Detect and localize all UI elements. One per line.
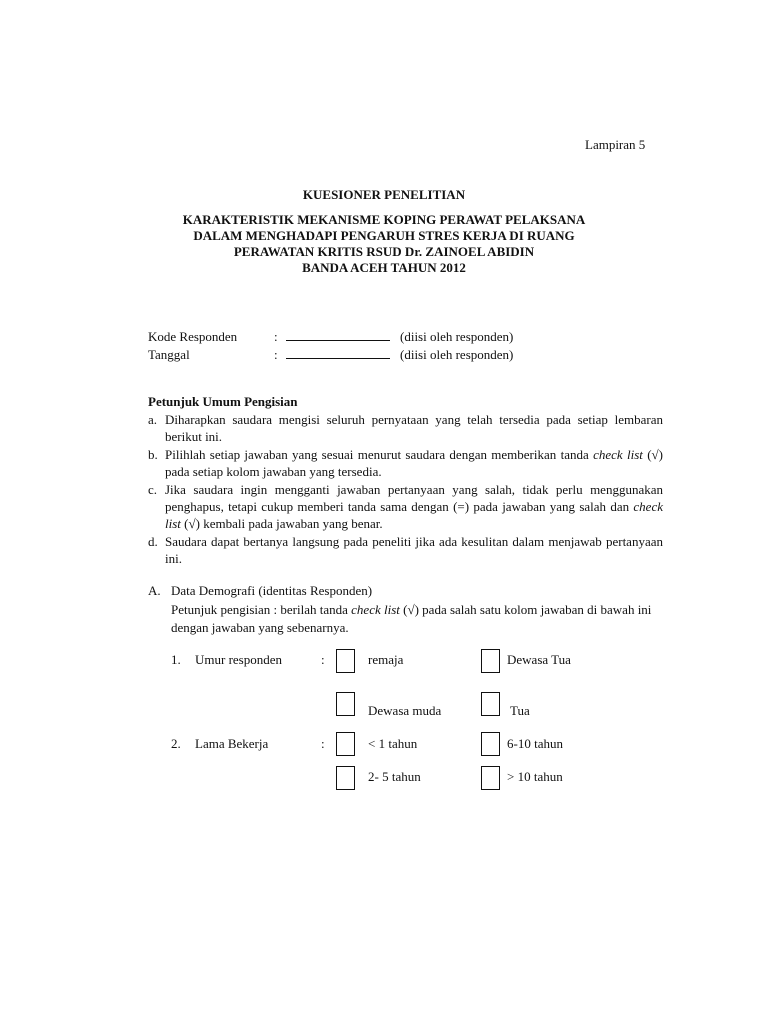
checkbox-2-5-years[interactable] (336, 766, 355, 790)
questionnaire-title: KUESIONER PENELITIAN (302, 187, 466, 202)
instruction-text: Jika saudara ingin mengganti jawaban pertanyaan yang salah, tidak perlu menggunakan penghapus, tetapi cukup memberi tanda sama dengan (=) pada jawaban yang salah dan check list (√) kembali pada jawaban yang benar. (165, 482, 663, 531)
question-number: 1. (171, 652, 181, 667)
research-title (0, 212, 768, 276)
question-number: 2. (171, 736, 181, 751)
respondent-code-label: Kode Responden (148, 329, 238, 344)
question-colon: : (321, 736, 325, 751)
general-instructions-heading: Petunjuk Umum Pengisian (148, 394, 298, 409)
research-title-line: BANDA ACEH TAHUN 2012 (302, 260, 466, 275)
respondent-code-input[interactable] (286, 328, 390, 341)
checkbox-dewasa-tua[interactable] (481, 649, 500, 673)
research-title-line: PERAWATAN KRITIS RSUD Dr. ZAINOEL ABIDIN (233, 244, 535, 259)
instruction-item (148, 481, 663, 532)
date-input[interactable] (286, 346, 390, 359)
field-note: (diisi oleh responden) (400, 347, 514, 362)
checkbox-more-10-years[interactable] (481, 766, 500, 790)
instruction-text: Saudara dapat bertanya langsung pada peneliti jika ada kesulitan dalam menjawab pertanyaan ini. (165, 534, 663, 566)
question-label-work-duration: Lama Bekerja (195, 736, 269, 751)
research-title-line: KARAKTERISTIK MEKANISME KOPING PERAWAT PELAKSANA (182, 212, 586, 227)
instruction-item (148, 411, 663, 445)
option-label: Dewasa Tua (507, 652, 571, 667)
option-label: Tua (510, 703, 530, 718)
option-label: > 10 tahun (507, 769, 563, 784)
question-label-age: Umur responden (195, 652, 283, 667)
instruction-item (148, 446, 663, 480)
checkbox-dewasa-muda[interactable] (336, 692, 355, 716)
checkbox-tua[interactable] (481, 692, 500, 716)
field-colon: : (274, 347, 278, 362)
date-label: Tanggal (148, 347, 190, 362)
instruction-marker: a. (148, 412, 158, 427)
instruction-text: Diharapkan saudara mengisi seluruh pernyataan yang telah tersedia pada setiap lembaran berikut ini. (165, 412, 663, 444)
option-label: Dewasa muda (368, 703, 442, 718)
checkbox-6-10-years[interactable] (481, 732, 500, 756)
attachment-label: Lampiran 5 (585, 137, 646, 152)
checkbox-less-1-year[interactable] (336, 732, 355, 756)
research-title-line: DALAM MENGHADAPI PENGARUH STRES KERJA DI RUANG (193, 228, 575, 243)
question-colon: : (321, 652, 325, 667)
demographics-instruction: Petunjuk pengisian : berilah tanda check list (√) pada salah satu kolom jawaban di bawah ini dengan jawaban yang sebenarnya. (171, 602, 652, 635)
instruction-marker: c. (148, 482, 158, 497)
instruction-marker: b. (148, 447, 158, 462)
section-marker: A. (148, 583, 161, 598)
option-label: remaja (368, 652, 404, 667)
option-label: 2- 5 tahun (368, 769, 421, 784)
option-label: 6-10 tahun (507, 736, 563, 751)
field-colon: : (274, 329, 278, 344)
instruction-marker: d. (148, 534, 158, 549)
checkbox-remaja[interactable] (336, 649, 355, 673)
field-note: (diisi oleh responden) (400, 329, 514, 344)
instruction-item (148, 533, 663, 567)
option-label: < 1 tahun (368, 736, 418, 751)
section-title: Data Demografi (identitas Responden) (171, 583, 373, 598)
instruction-text: Pilihlah setiap jawaban yang sesuai menurut saudara dengan memberikan tanda check list (√) pada setiap kolom jawaban yang tersedia. (165, 447, 664, 479)
